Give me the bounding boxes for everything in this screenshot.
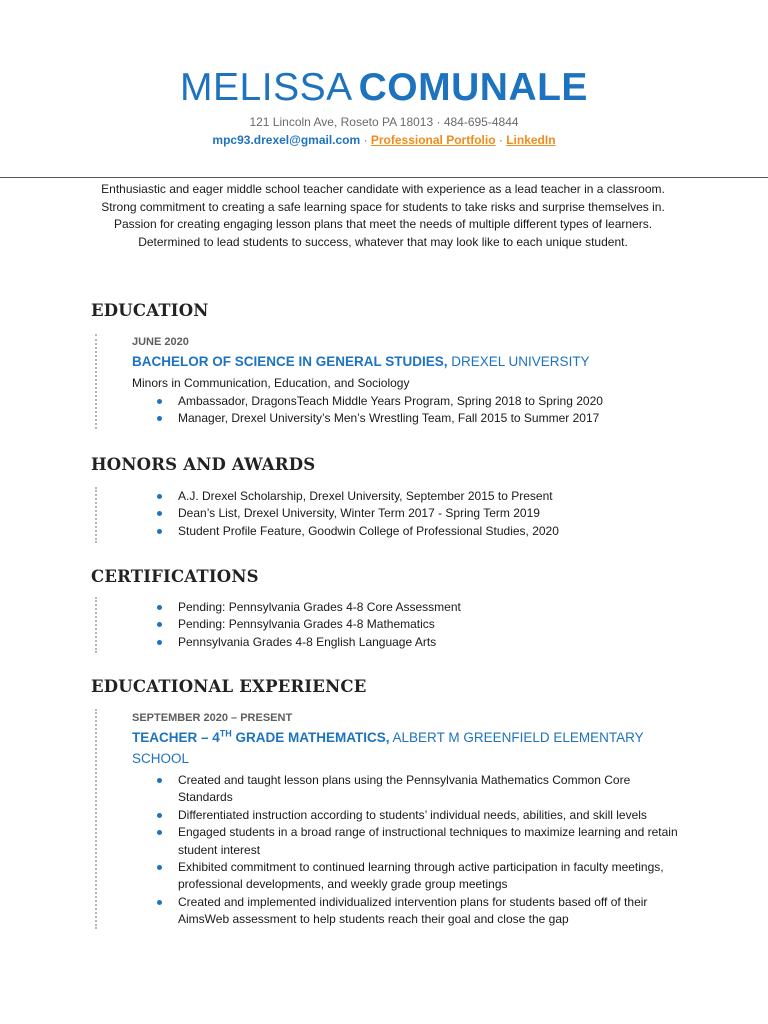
section-timeline-line bbox=[95, 709, 97, 929]
email-link[interactable]: mpc93.drexel@gmail.com bbox=[212, 133, 361, 147]
role-prefix: TEACHER – 4 bbox=[132, 730, 220, 745]
list-item: Dean’s List, Drexel University, Winter Term 2017 - Spring Term 2019 bbox=[155, 505, 559, 522]
degree-title bbox=[132, 352, 590, 372]
list-item: Manager, Drexel University’s Men’s Wrestling Team, Fall 2015 to Summer 2017 bbox=[155, 410, 603, 427]
list-item: Pennsylvania Grades 4-8 English Language Arts bbox=[155, 634, 461, 651]
list-item: A.J. Drexel Scholarship, Drexel University, September 2015 to Present bbox=[155, 488, 559, 505]
experience-heading: EDUCATIONAL EXPERIENCE bbox=[91, 677, 367, 696]
list-item: Differentiated instruction according to students’ individual needs, abilities, and skill levels bbox=[155, 807, 680, 824]
certifications-heading: CERTIFICATIONS bbox=[91, 567, 259, 586]
education-date: JUNE 2020 bbox=[132, 336, 189, 348]
address-line: 121 Lincoln Ave, Roseto PA 18013 · 484-695-4844 bbox=[249, 115, 519, 129]
role-title bbox=[132, 727, 672, 769]
list-item: Pending: Pennsylvania Grades 4-8 Mathematics bbox=[155, 616, 461, 633]
list-item: Created and taught lesson plans using the Pennsylvania Mathematics Common Core Standards bbox=[155, 772, 680, 807]
separator: · bbox=[495, 133, 507, 147]
role-name bbox=[132, 730, 390, 745]
certifications-list bbox=[155, 599, 461, 651]
contact-line bbox=[0, 133, 768, 147]
degree-name: BACHELOR OF SCIENCE IN GENERAL STUDIES, bbox=[132, 354, 448, 369]
separator: · bbox=[360, 133, 371, 147]
minors-line: Minors in Communication, Education, and Sociology bbox=[132, 376, 410, 390]
school-name: DREXEL UNIVERSITY bbox=[447, 354, 590, 369]
honors-heading: HONORS AND AWARDS bbox=[91, 455, 316, 474]
education-heading: EDUCATION bbox=[91, 301, 209, 320]
role-superscript: TH bbox=[219, 728, 232, 739]
list-item: Student Profile Feature, Goodwin College of Professional Studies, 2020 bbox=[155, 523, 559, 540]
section-timeline-line bbox=[95, 487, 97, 543]
section-timeline-line bbox=[95, 334, 97, 429]
list-item: Exhibited commitment to continued learning through active participation in faculty meetings, professional developments, and weekly grade group meetings bbox=[155, 859, 680, 894]
education-list bbox=[155, 393, 603, 428]
portfolio-link[interactable]: Professional Portfolio bbox=[370, 133, 496, 147]
list-item: Ambassador, DragonsTeach Middle Years Program, Spring 2018 to Spring 2020 bbox=[155, 393, 603, 410]
header-divider bbox=[0, 177, 768, 178]
first-name: MELISSA bbox=[180, 66, 353, 109]
experience-date: SEPTEMBER 2020 – PRESENT bbox=[132, 712, 293, 724]
list-item: Pending: Pennsylvania Grades 4-8 Core Assessment bbox=[155, 599, 461, 616]
employer-name: ALBERT M GREENFIELD ELEMENTARY SCHOOL bbox=[132, 730, 644, 766]
candidate-name bbox=[0, 64, 768, 112]
experience-list bbox=[155, 772, 680, 929]
honors-list bbox=[155, 488, 559, 540]
list-item: Created and implemented individualized intervention plans for students based off of their AimsWeb assessment to help students reach their goal and close the gap bbox=[155, 894, 680, 929]
section-timeline-line bbox=[95, 597, 97, 653]
summary-paragraph: Enthusiastic and eager middle school teacher candidate with experience as a lead teacher in a classroom. Strong commitment to creating a safe learning space for students to take risks and surprise themselves in. Passion for creating engaging lesson plans that meet the needs of multiple different types of learners. Determined to lead students to success, whatever that may look like to each unique student. bbox=[101, 182, 665, 249]
last-name: COMUNALE bbox=[358, 66, 588, 109]
linkedin-link[interactable]: LinkedIn bbox=[506, 133, 556, 147]
role-suffix: GRADE MATHEMATICS, bbox=[231, 730, 390, 745]
list-item: Engaged students in a broad range of instructional techniques to maximize learning and retain student interest bbox=[155, 824, 680, 859]
